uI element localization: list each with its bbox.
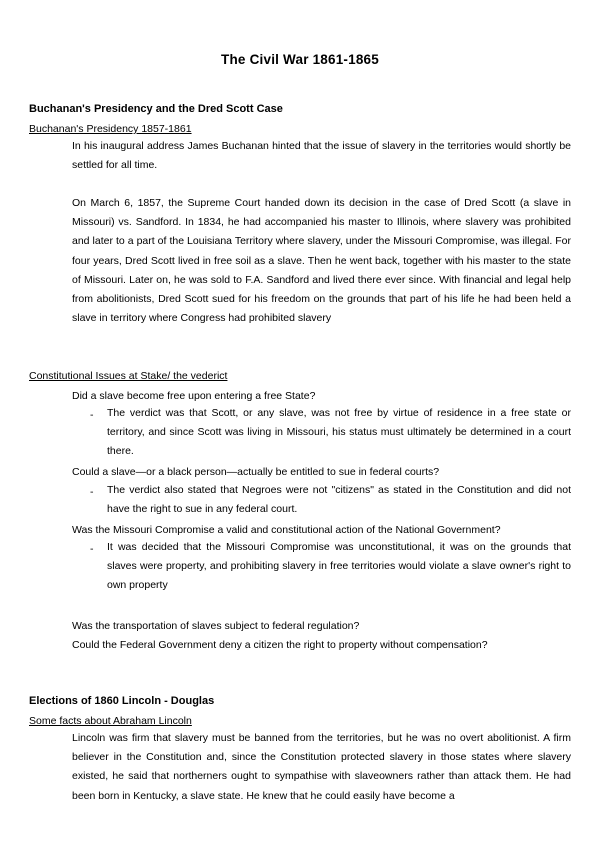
- paragraph-dred-scott: On March 6, 1857, the Supreme Court handed down its decision in the case of Dred Scott (a slave in Missouri) vs. Sandford. In 1834, he had accompanied his master to Illinois, where slavery was prohibited and later to a part of the Louisiana Territory where slavery, under the Missouri Compromise, was illegal. For four years, Dred Scott lived in free soil as a slave. Then he went back, together with his master to the state of Missouri. Later on, he was sold to F.A. Sandford and lived there ever since. With financial and legal help from abolitionists, Dred Scott sued for his freedom on the grounds that part of his life he had been held a slave in territory where Congress had prohibited slavery: [72, 197, 571, 325]
- bullet-dash: -: [90, 409, 94, 421]
- answer-1: The verdict was that Scott, or any slave, was not free by virtue of residence in a free state or territory, and since Scott was living in Missouri, his status must ultimately be determined in a court there.: [107, 407, 571, 458]
- section-heading-buchanan: Buchanan's Presidency and the Dred Scott Case: [29, 103, 283, 115]
- subheading-lincoln-facts: Some facts about Abraham Lincoln: [29, 715, 192, 727]
- bullet-dash: -: [90, 543, 94, 555]
- subheading-buchanan-presidency: Buchanan's Presidency 1857-1861: [29, 123, 192, 135]
- paragraph-lincoln: Lincoln was firm that slavery must be banned from the territories, but he was no overt abolitionist. A firm believer in the Constitution and, since the Constitution protected slavery in those states where slavery existed, he said that northerners ought to sympathise with slaveowners rather than attack them. He had been born in Kentucky, a slave state. He knew that he could easily have become a: [72, 732, 571, 802]
- paragraph-inaugural: In his inaugural address James Buchanan hinted that the issue of slavery in the territories would shortly be settled for all time.: [72, 140, 571, 172]
- question-4: Was the transportation of slaves subject to federal regulation?: [72, 620, 360, 632]
- question-2: Could a slave—or a black person—actually be entitled to sue in federal courts?: [72, 466, 440, 478]
- question-3: Was the Missouri Compromise a valid and constitutional action of the National Government?: [72, 524, 501, 536]
- subheading-constitutional-issues: Constitutional Issues at Stake/ the vederict: [29, 370, 228, 382]
- answer-2: The verdict also stated that Negroes were not "citizens" as stated in the Constitution and did not have the right to sue in any federal court.: [107, 484, 571, 516]
- question-5: Could the Federal Government deny a citizen the right to property without compensation?: [72, 639, 488, 651]
- bullet-dash: -: [90, 486, 94, 498]
- answer-3: It was decided that the Missouri Compromise was unconstitutional, it was on the grounds that slaves were property, and prohibiting slavery in free territories would violate a slave owner's right to own property: [107, 541, 571, 592]
- question-1: Did a slave become free upon entering a free State?: [72, 390, 316, 402]
- section-heading-elections: Elections of 1860 Lincoln - Douglas: [29, 695, 215, 707]
- page-title: The Civil War 1861-1865: [221, 52, 379, 67]
